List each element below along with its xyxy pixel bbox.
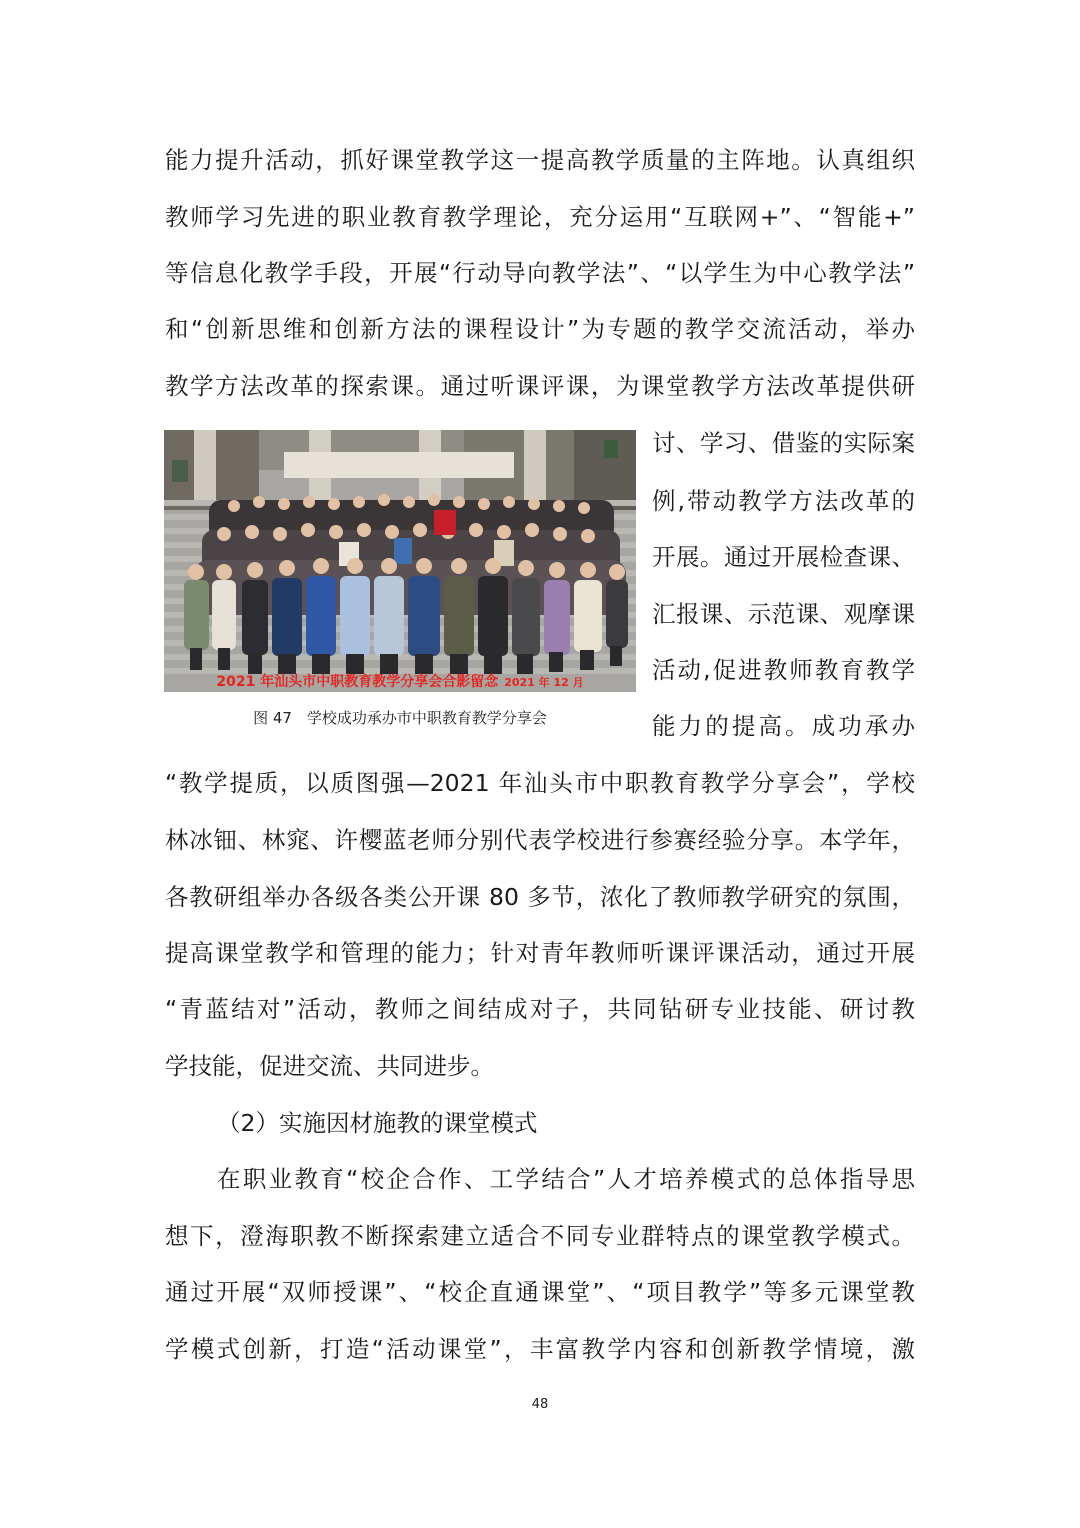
body-text-line: 例,带动教学方法改革的 bbox=[652, 487, 915, 515]
body-text-line: 各教研组举办各级各类公开课 80 多节，浓化了教师教学研究的氛围， bbox=[165, 883, 915, 911]
page-number: 48 bbox=[531, 1397, 549, 1412]
body-text-line: 想下，澄海职教不断探索建立适合不同专业群特点的课堂教学模式。 bbox=[165, 1222, 915, 1250]
body-text-line: 等信息化教学手段，开展“行动导向教学法”、“以学生为中心教学法” bbox=[165, 259, 915, 287]
body-text-line: 讨、学习、借鉴的实际案 bbox=[652, 429, 915, 457]
photo-overlay-caption bbox=[164, 671, 636, 691]
body-text-line: 能力的提高。成功承办 bbox=[652, 712, 915, 740]
body-text-line: 教师学习先进的职业教育教学理论，充分运用“互联网+”、“智能+” bbox=[165, 203, 915, 231]
body-text-line: 学技能，促进交流、共同进步。 bbox=[165, 1052, 494, 1080]
body-text-line: 学模式创新，打造“活动课堂”，丰富教学内容和创新教学情境，激 bbox=[165, 1335, 915, 1363]
photo-overlay-title: 2021 年汕头市中职教育教学分享会合影留念 bbox=[216, 674, 499, 690]
body-text-line: 汇报课、示范课、观摩课 bbox=[652, 600, 915, 628]
body-text-line: 教学方法改革的探索课。通过听课评课，为课堂教学方法改革提供研 bbox=[165, 372, 915, 400]
body-text-line: “青蓝结对”活动，教师之间结成对子，共同钻研专业技能、研讨教 bbox=[165, 995, 915, 1023]
figure-caption: 图 47 学校成功承办市中职教育教学分享会 bbox=[253, 709, 547, 727]
body-text-line: 能力提升活动，抓好课堂教学这一提高教学质量的主阵地。认真组织 bbox=[165, 146, 915, 174]
photo-overlay-date: 2021 年 12 月 bbox=[504, 676, 584, 689]
body-text-line: 林冰钿、林窕、许樱蓝老师分别代表学校进行参赛经验分享。本学年， bbox=[165, 826, 915, 854]
section-heading: （2）实施因材施教的课堂模式 bbox=[217, 1109, 538, 1137]
body-text-line: 开展。通过开展检查课、 bbox=[652, 543, 915, 571]
body-text-line: 提高课堂教学和管理的能力；针对青年教师听课评课活动，通过开展 bbox=[165, 939, 915, 967]
body-text-line: 和“创新思维和创新方法的课程设计”为专题的教学交流活动，举办 bbox=[165, 315, 915, 343]
group-photo bbox=[164, 430, 636, 692]
body-text-line: 在职业教育“校企合作、工学结合”人才培养模式的总体指导思 bbox=[217, 1165, 915, 1193]
body-text-line: “教学提质，以质图强—2021 年汕头市中职教育教学分享会”，学校 bbox=[165, 769, 915, 797]
body-text-line: 活动,促进教师教育教学 bbox=[652, 656, 915, 684]
body-text-line: 通过开展“双师授课”、“校企直通课堂”、“项目教学”等多元课堂教 bbox=[165, 1278, 915, 1306]
